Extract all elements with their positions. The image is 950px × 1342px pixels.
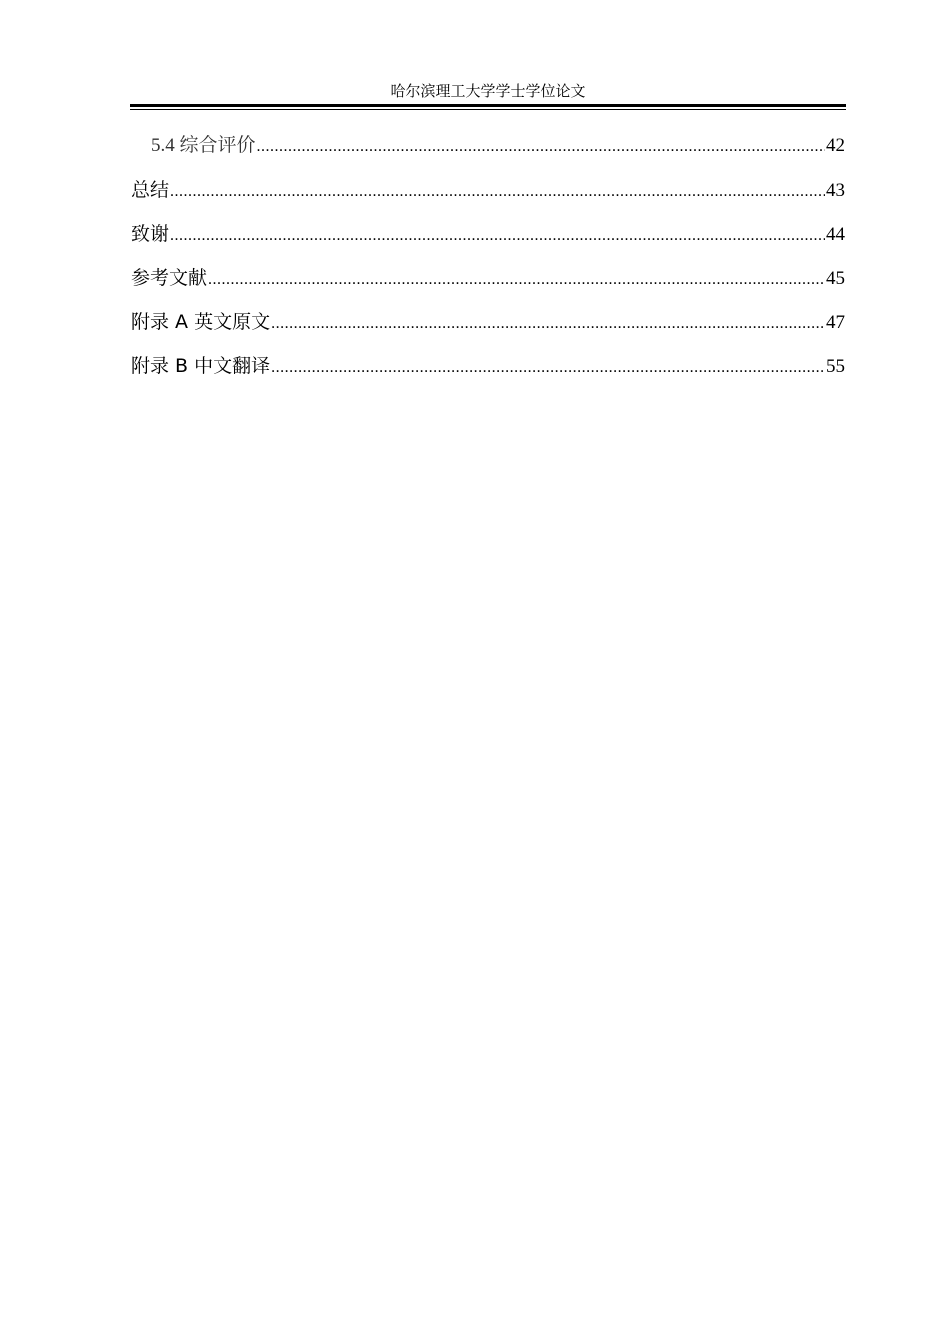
toc-entry-label: 参考文献 xyxy=(131,267,208,289)
header-rule-thick xyxy=(130,104,846,107)
toc-entry-label: 附录 A 英文原文 xyxy=(131,311,271,333)
toc-entry-5-4[interactable] xyxy=(131,131,845,175)
toc-dot-leader xyxy=(208,265,825,295)
toc-page-number: 42 xyxy=(826,135,845,156)
toc-entry-appendix-b[interactable] xyxy=(131,351,845,395)
toc-page-number: 55 xyxy=(826,356,845,377)
toc-dot-leader xyxy=(271,309,825,339)
toc-entry-label: 5.4 综合评价 xyxy=(151,135,256,156)
toc-dot-leader xyxy=(170,221,825,251)
toc-page-number: 47 xyxy=(826,312,845,333)
toc-entry-acknowledgements[interactable] xyxy=(131,219,845,263)
toc-dot-leader xyxy=(271,353,825,383)
toc-entry-label: 总结 xyxy=(131,179,170,201)
toc-entry-label: 附录 B 中文翻译 xyxy=(131,355,271,377)
toc-page-number: 43 xyxy=(826,180,845,201)
toc-dot-leader xyxy=(257,132,825,162)
toc-page-number: 45 xyxy=(826,268,845,289)
running-header: 哈尔滨理工大学学士学位论文 xyxy=(390,82,586,100)
toc-entry-label: 致谢 xyxy=(131,223,170,245)
header-rule-thin xyxy=(130,109,846,110)
toc-entry-summary[interactable] xyxy=(131,175,845,219)
toc-entry-appendix-a[interactable] xyxy=(131,307,845,351)
toc-entry-references[interactable] xyxy=(131,263,845,307)
table-of-contents xyxy=(131,131,845,395)
toc-dot-leader xyxy=(170,177,825,207)
toc-page-number: 44 xyxy=(826,224,845,245)
